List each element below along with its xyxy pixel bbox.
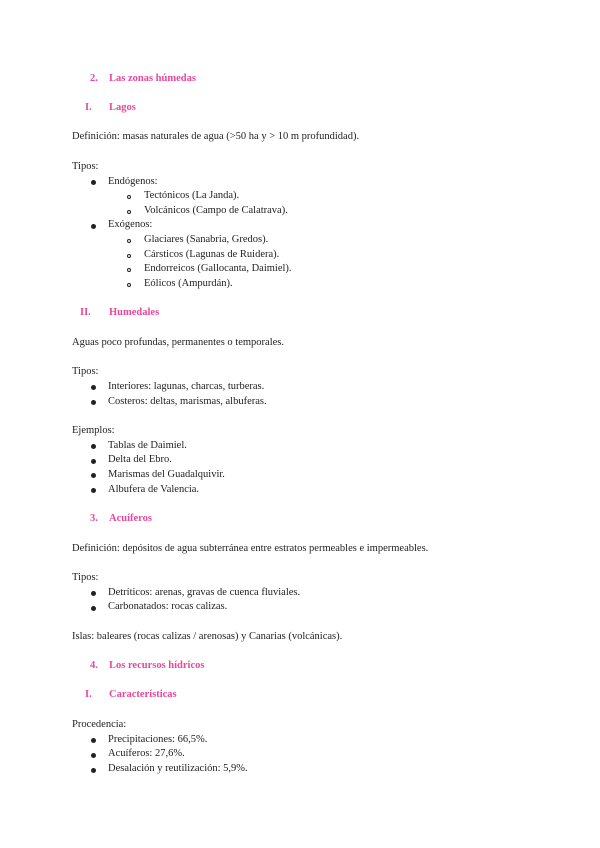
list-item: Detríticos: arenas, gravas de cuenca fluviales. xyxy=(108,587,301,598)
heading-number: 3. xyxy=(90,513,98,524)
bullet-icon xyxy=(91,753,96,758)
lagos-tipos-label: Tipos: xyxy=(72,161,99,172)
humedales-tipos-label: Tipos: xyxy=(72,366,99,377)
circle-bullet-icon xyxy=(127,239,131,243)
list-item: Acuíferos: 27,6%. xyxy=(108,748,185,759)
bullet-icon xyxy=(91,606,96,611)
heading-caracteristicas xyxy=(85,688,177,703)
bullet-icon xyxy=(91,473,96,478)
list-item: Precipitaciones: 66,5%. xyxy=(108,734,208,745)
heading-humedales xyxy=(80,306,159,321)
heading-title: Lagos xyxy=(109,102,136,113)
list-item: Carbonatados: rocas calizas. xyxy=(108,601,228,612)
heading-title: Los recursos hídricos xyxy=(109,660,205,671)
list-item: Tablas de Daimiel. xyxy=(108,440,187,451)
heading-title: Acuíferos xyxy=(109,513,152,524)
procedencia-label: Procedencia: xyxy=(72,719,127,730)
list-item: Interiores: lagunas, charcas, turberas. xyxy=(108,381,265,392)
heading-title: Características xyxy=(109,689,177,700)
list-item: Endorreicos (Gallocanta, Daimiel). xyxy=(144,263,292,274)
acuiferos-definicion: Definición: depósitos de agua subterránea entre estratos permeables e impermeables. xyxy=(72,543,429,554)
bullet-icon xyxy=(91,591,96,596)
heading-zonas-humedas xyxy=(90,72,196,87)
acuiferos-islas: Islas: baleares (rocas calizas / arenosas) y Canarias (volcánicas). xyxy=(72,631,343,642)
bullet-icon xyxy=(91,768,96,773)
humedales-descripcion: Aguas poco profundas, permanentes o temporales. xyxy=(72,337,284,348)
heading-number: 4. xyxy=(90,660,98,671)
bullet-icon xyxy=(91,180,96,185)
bullet-icon xyxy=(91,444,96,449)
list-item: Cársticos (Lagunas de Ruidera). xyxy=(144,249,280,260)
list-item: Marismas del Guadalquivir. xyxy=(108,469,225,480)
heading-title: Las zonas húmedas xyxy=(109,73,196,84)
bullet-icon xyxy=(91,224,96,229)
list-item: Delta del Ebro. xyxy=(108,454,172,465)
bullet-icon xyxy=(91,738,96,743)
list-item-exogenos: Exógenos: xyxy=(108,219,153,230)
circle-bullet-icon xyxy=(127,283,131,287)
humedales-ejemplos-label: Ejemplos: xyxy=(72,425,115,436)
lagos-definicion: Definición: masas naturales de agua (>50 ha y > 10 m profundidad). xyxy=(72,131,360,142)
heading-number: 2. xyxy=(90,73,98,84)
list-item: Glaciares (Sanabria, Gredos). xyxy=(144,234,269,245)
bullet-icon xyxy=(91,400,96,405)
list-item: Costeros: deltas, marismas, albuferas. xyxy=(108,396,267,407)
heading-number: II. xyxy=(80,307,91,318)
bullet-icon xyxy=(91,459,96,464)
list-item: Volcánicos (Campo de Calatrava). xyxy=(144,205,288,216)
heading-recursos-hidricos xyxy=(90,659,204,674)
acuiferos-tipos-label: Tipos: xyxy=(72,572,99,583)
bullet-icon xyxy=(91,488,96,493)
circle-bullet-icon xyxy=(127,268,131,272)
heading-title: Humedales xyxy=(109,307,160,318)
heading-lagos xyxy=(85,101,136,116)
list-item: Albufera de Valencia. xyxy=(108,484,200,495)
list-item: Desalación y reutilización: 5,9%. xyxy=(108,763,248,774)
heading-number: I. xyxy=(85,689,92,700)
list-item-endogenos: Endógenos: xyxy=(108,176,158,187)
circle-bullet-icon xyxy=(127,254,131,258)
list-item: Eólicos (Ampurdán). xyxy=(144,278,233,289)
circle-bullet-icon xyxy=(127,210,131,214)
heading-number: I. xyxy=(85,102,92,113)
heading-acuiferos xyxy=(90,512,152,527)
list-item: Tectónicos (La Janda). xyxy=(144,190,240,201)
bullet-icon xyxy=(91,385,96,390)
circle-bullet-icon xyxy=(127,195,131,199)
